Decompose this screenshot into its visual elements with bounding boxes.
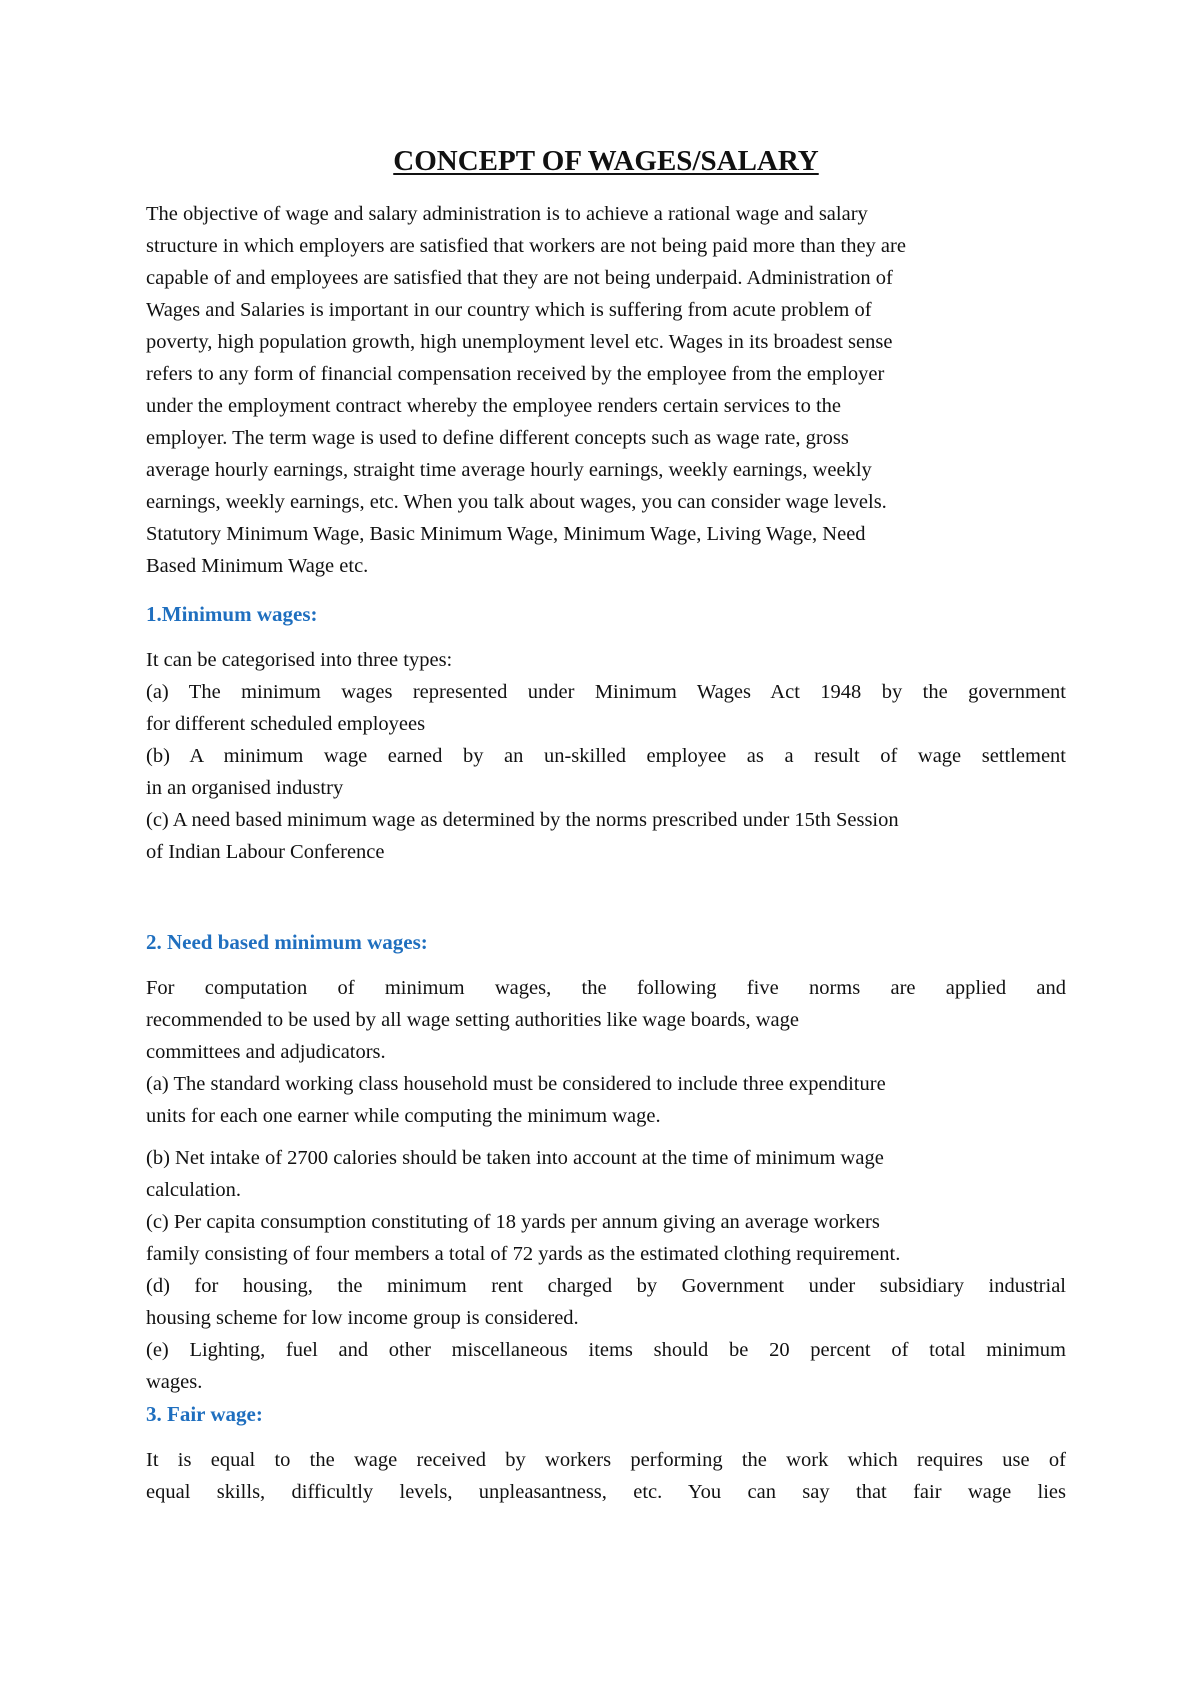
section1-line: (a) The minimum wages represented under Minimum Wages Act 1948 by the government xyxy=(146,681,1066,703)
section2-line: units for each one earner while computing the minimum wage. xyxy=(146,1105,661,1127)
section1-line: It can be categorised into three types: xyxy=(146,649,453,671)
intro-line: under the employment contract whereby the employee renders certain services to the xyxy=(146,395,842,417)
section3-line: It is equal to the wage received by workers performing the work which requires use of xyxy=(146,1449,1066,1471)
spacer xyxy=(146,1132,1066,1142)
intro-line: employer. The term wage is used to define different concepts such as wage rate, gross xyxy=(146,427,849,449)
document-content xyxy=(146,142,1066,1508)
section2-body-b xyxy=(146,1142,1066,1398)
section2-line: housing scheme for low income group is considered. xyxy=(146,1307,579,1329)
intro-line: poverty, high population growth, high unemployment level etc. Wages in its broadest sense xyxy=(146,331,893,353)
section3-line: equal skills, difficultly levels, unpleasantness, etc. You can say that fair wage lies xyxy=(146,1481,1066,1503)
section2-line: (a) The standard working class household must be considered to include three expenditure xyxy=(146,1073,886,1095)
spacer xyxy=(146,868,1066,910)
section2-line: family consisting of four members a total of 72 yards as the estimated clothing requirement. xyxy=(146,1243,901,1265)
section-heading-need-based-minimum-wages: 2. Need based minimum wages: xyxy=(146,930,428,954)
intro-line: average hourly earnings, straight time average hourly earnings, weekly earnings, weekly xyxy=(146,459,872,481)
intro-line: earnings, weekly earnings, etc. When you talk about wages, you can consider wage levels. xyxy=(146,491,887,513)
section1-line: (b) A minimum wage earned by an un-skilled employee as a result of wage settlement xyxy=(146,745,1066,767)
page-title: CONCEPT OF WAGES/SALARY xyxy=(393,145,819,177)
section3-body xyxy=(146,1444,1066,1508)
section1-body xyxy=(146,644,1066,868)
section2-line: (d) for housing, the minimum rent charged by Government under subsidiary industrial xyxy=(146,1275,1066,1297)
intro-line: Statutory Minimum Wage, Basic Minimum Wage, Minimum Wage, Living Wage, Need xyxy=(146,523,866,545)
section2-line: (b) Net intake of 2700 calories should be taken into account at the time of minimum wage xyxy=(146,1147,884,1169)
intro-line: Wages and Salaries is important in our country which is suffering from acute problem of xyxy=(146,299,872,321)
section1-line: for different scheduled employees xyxy=(146,713,426,735)
section1-line: of Indian Labour Conference xyxy=(146,841,385,863)
section2-line: (c) Per capita consumption constituting of 18 yards per annum giving an average workers xyxy=(146,1211,880,1233)
intro-line: refers to any form of financial compensation received by the employee from the employer xyxy=(146,363,885,385)
intro-line: structure in which employers are satisfied that workers are not being paid more than they are xyxy=(146,235,906,257)
intro-line: The objective of wage and salary administration is to achieve a rational wage and salary xyxy=(146,203,868,225)
section2-line: calculation. xyxy=(146,1179,242,1201)
section1-line: (c) A need based minimum wage as determined by the norms prescribed under 15th Session xyxy=(146,809,899,831)
section2-body-a xyxy=(146,972,1066,1132)
section2-line: (e) Lighting, fuel and other miscellaneous items should be 20 percent of total minimum xyxy=(146,1339,1066,1361)
intro-line: Based Minimum Wage etc. xyxy=(146,555,369,577)
section-heading-minimum-wages: 1.Minimum wages: xyxy=(146,602,318,626)
intro-line: capable of and employees are satisfied that they are not being underpaid. Administration of xyxy=(146,267,893,289)
intro-paragraph xyxy=(146,198,1066,582)
section2-line: For computation of minimum wages, the following five norms are applied and xyxy=(146,977,1066,999)
section2-line: wages. xyxy=(146,1371,203,1393)
section2-line: recommended to be used by all wage setting authorities like wage boards, wage xyxy=(146,1009,799,1031)
section-heading-fair-wage: 3. Fair wage: xyxy=(146,1402,263,1426)
section1-line: in an organised industry xyxy=(146,777,344,799)
section2-line: committees and adjudicators. xyxy=(146,1041,386,1063)
